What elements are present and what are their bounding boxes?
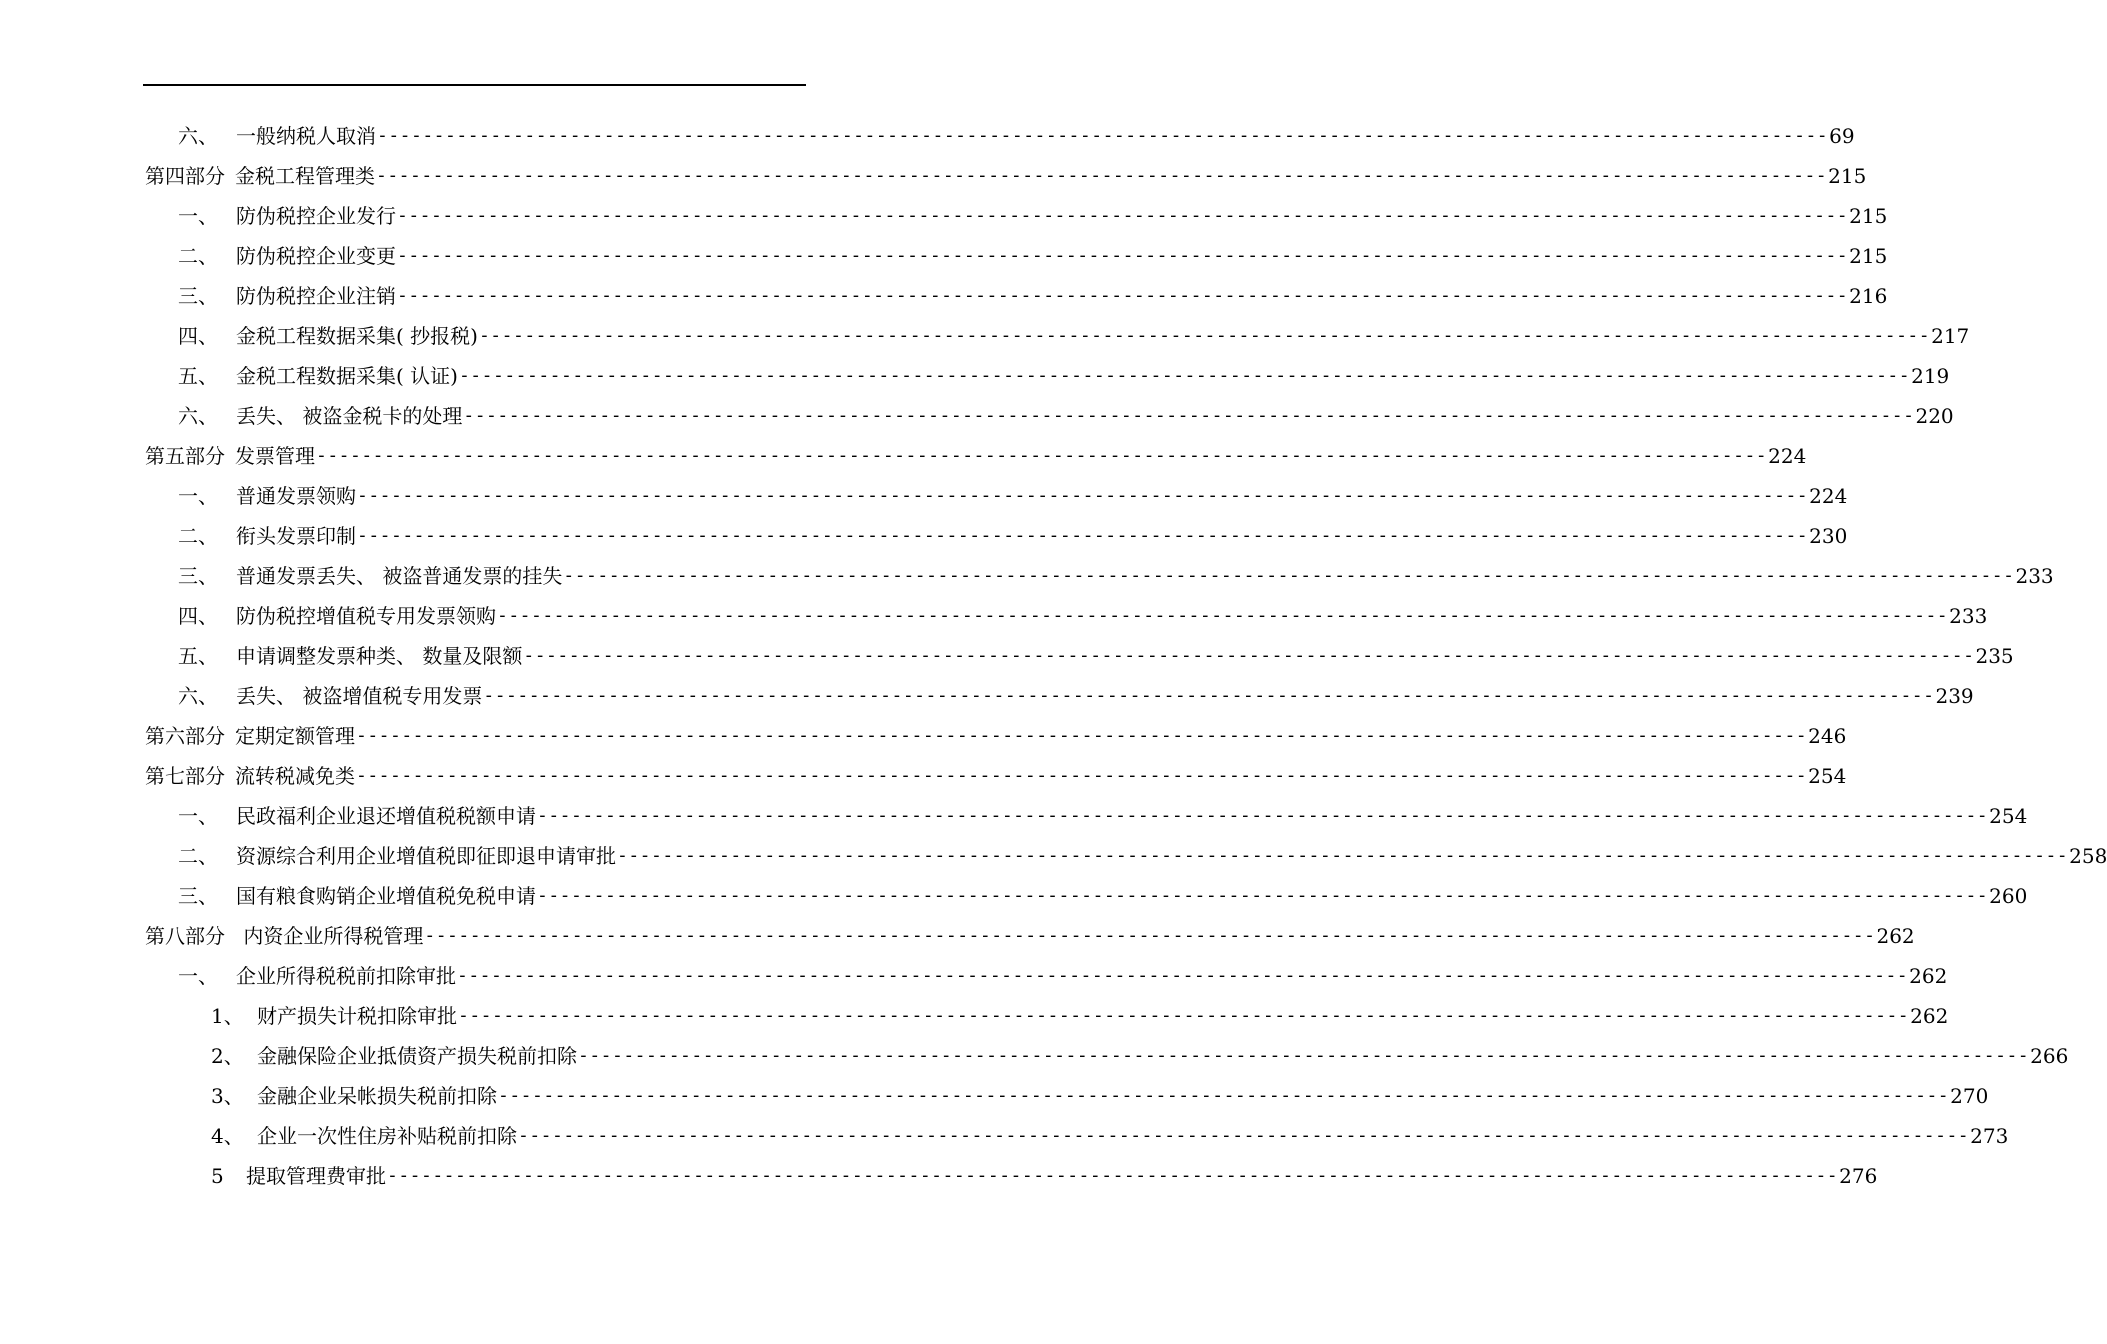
toc-entry-page: 262 [1910,1004,1949,1028]
toc-entry-number: 4、 [211,1124,244,1148]
toc-entry-title: 民政福利企业退还增值税税额申请 [236,804,536,828]
toc-entry-title: 申请调整发票种类、 数量及限额 [236,644,523,668]
toc-entry[interactable] [178,516,1848,556]
toc-leader: -------------------------------------------------------------------------------------------------------------------------------- [397,245,1849,266]
toc-leader: -------------------------------------------------------------------------------------------------------------------------------- [458,1005,1910,1026]
toc-entry-number: 一、 [178,964,218,988]
toc-entry-page: 219 [1911,364,1950,388]
toc-entry-title: 防伪税控企业发行 [236,204,396,228]
toc-entry-title: 丢失、 被盗增值税专用发票 [236,684,483,708]
toc-entry[interactable] [178,396,1954,436]
toc-entry-number: 第六部分 [145,724,225,748]
toc-entry[interactable] [178,236,1888,276]
toc-entry-page: 215 [1849,244,1888,268]
toc-entry[interactable] [178,476,1848,516]
toc-entry[interactable] [211,1036,2069,1076]
toc-entry-title: 金融保险企业抵债资产损失税前扣除 [257,1044,577,1068]
toc-entry-number: 三、 [178,564,218,588]
toc-entry-page: 233 [1949,604,1988,628]
toc-entry-page: 254 [1989,804,2028,828]
toc-entry[interactable] [178,636,2014,676]
toc-entry-number: 3、 [211,1084,244,1108]
toc-entry[interactable] [211,1156,1878,1196]
toc-entry-title: 金税工程管理类 [235,164,375,188]
toc-entry-number: 一、 [178,204,218,228]
toc-entry[interactable] [145,156,1867,196]
toc-entry-page: 258 [2069,844,2107,868]
toc-entry-page: 270 [1950,1084,1989,1108]
toc-entry-title: 资源综合利用企业增值税即征即退申请审批 [236,844,616,868]
toc-entry[interactable] [178,876,2028,916]
toc-entry-page: 215 [1849,204,1888,228]
toc-leader: -------------------------------------------------------------------------------------------------------------------------------- [523,645,1975,666]
toc-entry-title: 防伪税控企业变更 [236,244,396,268]
toc-entry-number: 第七部分 [145,764,225,788]
toc-entry-page: 254 [1808,764,1847,788]
toc-leader: -------------------------------------------------------------------------------------------------------------------------------- [537,805,1989,826]
toc-entry[interactable] [211,1076,1989,1116]
toc-entry[interactable] [178,116,1855,156]
toc-entry-page: 230 [1809,524,1848,548]
toc-entry[interactable] [178,356,1950,396]
toc-leader: -------------------------------------------------------------------------------------------------------------------------------- [397,205,1849,226]
toc-leader: -------------------------------------------------------------------------------------------------------------------------------- [357,525,1809,546]
toc-entry[interactable] [178,556,2054,596]
toc-leader: -------------------------------------------------------------------------------------------------------------------------------- [478,325,1931,346]
toc-leader: -------------------------------------------------------------------------------------------------------------------------------- [356,725,1808,746]
header-rule [143,84,806,86]
toc-entry-title: 防伪税控企业注销 [236,284,396,308]
toc-leader: -------------------------------------------------------------------------------------------------------------------------------- [483,685,1935,706]
toc-entry-title: 普通发票丢失、 被盗普通发票的挂失 [236,564,563,588]
toc-leader: -------------------------------------------------------------------------------------------------------------------------------- [463,405,1915,426]
toc-entry-number: 六、 [178,404,218,428]
toc-entry-number: 六、 [178,124,218,148]
toc-entry-number: 5 [211,1164,224,1188]
toc-entry-title: 金融企业呆帐损失税前扣除 [257,1084,497,1108]
toc-entry-page: 220 [1915,404,1954,428]
toc-leader: -------------------------------------------------------------------------------------------------------------------------------- [497,605,1949,626]
toc-entry[interactable] [178,316,1970,356]
toc-entry-page: 69 [1829,124,1855,148]
toc-leader: -------------------------------------------------------------------------------------------------------------------------------- [458,365,1911,386]
toc-entry[interactable] [178,796,2028,836]
toc-entry[interactable] [145,716,1847,756]
toc-entry-page: 260 [1989,884,2028,908]
toc-leader: -------------------------------------------------------------------------------------------------------------------------------- [617,845,2069,866]
toc-leader: -------------------------------------------------------------------------------------------------------------------------------- [563,565,2015,586]
toc-entry-title: 一般纳税人取消 [236,124,376,148]
toc-leader: -------------------------------------------------------------------------------------------------------------------------------- [518,1125,1970,1146]
toc-leader: -------------------------------------------------------------------------------------------------------------------------------- [537,885,1989,906]
toc-entry-number: 三、 [178,284,218,308]
toc-entry-title: 企业所得税税前扣除审批 [236,964,456,988]
toc-entry-number: 四、 [178,604,218,628]
toc-entry-title: 企业一次性住房补贴税前扣除 [257,1124,517,1148]
toc-entry-page: 246 [1808,724,1847,748]
toc-leader: -------------------------------------------------------------------------------------------------------------------------------- [316,445,1768,466]
toc-entry-page: 233 [2015,564,2054,588]
toc-entry-page: 215 [1828,164,1867,188]
toc-entry-number: 二、 [178,844,218,868]
toc-entry-number: 一、 [178,804,218,828]
toc-entry-title: 发票管理 [235,444,315,468]
toc-entry-number: 六、 [178,684,218,708]
toc-entry-page: 224 [1768,444,1807,468]
toc-entry-title: 流转税减免类 [235,764,355,788]
toc-leader: -------------------------------------------------------------------------------------------------------------------------------- [387,1165,1839,1186]
toc-entry[interactable] [145,756,1847,796]
toc-entry-title: 丢失、 被盗金税卡的处理 [236,404,463,428]
toc-entry[interactable] [178,836,2107,876]
toc-entry-number: 五、 [178,364,218,388]
toc-entry-number: 2、 [211,1044,244,1068]
toc-entry[interactable] [145,436,1807,476]
toc-leader: -------------------------------------------------------------------------------------------------------------------------------- [578,1045,2030,1066]
toc-entry-page: 262 [1876,924,1915,948]
toc-entry-page: 276 [1839,1164,1878,1188]
toc-entry-number: 二、 [178,244,218,268]
toc-entry-number: 第四部分 [145,164,225,188]
toc-entry-number: 一、 [178,484,218,508]
toc-entry-title: 定期定额管理 [235,724,355,748]
toc-leader: -------------------------------------------------------------------------------------------------------------------------------- [356,765,1808,786]
toc-entry-title: 衔头发票印制 [236,524,356,548]
toc-entry-title: 防伪税控增值税专用发票领购 [236,604,496,628]
toc-entry-number: 第五部分 [145,444,225,468]
toc-entry-page: 239 [1935,684,1974,708]
toc-entry-number: 四、 [178,324,218,348]
toc-entry[interactable] [178,596,1988,636]
toc-entry-page: 266 [2030,1044,2069,1068]
toc-entry-page: 216 [1849,284,1888,308]
toc-entry-page: 224 [1809,484,1848,508]
toc-entry[interactable] [178,956,1948,996]
toc-entry[interactable] [211,996,1949,1036]
toc-entry[interactable] [178,676,1974,716]
toc-entry-number: 1、 [211,1004,244,1028]
toc-entry-title: 普通发票领购 [236,484,356,508]
toc-entry-number: 三、 [178,884,218,908]
toc-leader: -------------------------------------------------------------------------------------------------------------------------------- [457,965,1909,986]
toc-entry-page: 262 [1909,964,1948,988]
toc-entry-title: 财产损失计税扣除审批 [257,1004,457,1028]
toc-entry[interactable] [145,916,1915,956]
toc-entry-number: 五、 [178,644,218,668]
toc-entry-title: 国有粮食购销企业增值税免税申请 [236,884,536,908]
toc-leader: -------------------------------------------------------------------------------------------------------------------------------- [424,925,1876,946]
toc-entry-title: 提取管理费审批 [246,1164,386,1188]
toc-entry-page: 217 [1931,324,1970,348]
toc-leader: -------------------------------------------------------------------------------------------------------------------------------- [377,125,1829,146]
toc-leader: -------------------------------------------------------------------------------------------------------------------------------- [397,285,1849,306]
toc-entry[interactable] [178,196,1888,236]
toc-entry-title: 金税工程数据采集( 抄报税) [236,324,478,348]
toc-leader: -------------------------------------------------------------------------------------------------------------------------------- [376,165,1828,186]
toc-entry-title: 金税工程数据采集( 认证) [236,364,458,388]
toc-entry[interactable] [178,276,1888,316]
toc-entry[interactable] [211,1116,2009,1156]
toc-entry-number: 第八部分 [145,924,225,948]
toc-entry-page: 273 [1970,1124,2009,1148]
toc-leader: -------------------------------------------------------------------------------------------------------------------------------- [498,1085,1950,1106]
toc-entry-page: 235 [1975,644,2014,668]
toc-entry-title: 内资企业所得税管理 [237,924,424,948]
toc-entry-number: 二、 [178,524,218,548]
toc-leader: -------------------------------------------------------------------------------------------------------------------------------- [357,485,1809,506]
